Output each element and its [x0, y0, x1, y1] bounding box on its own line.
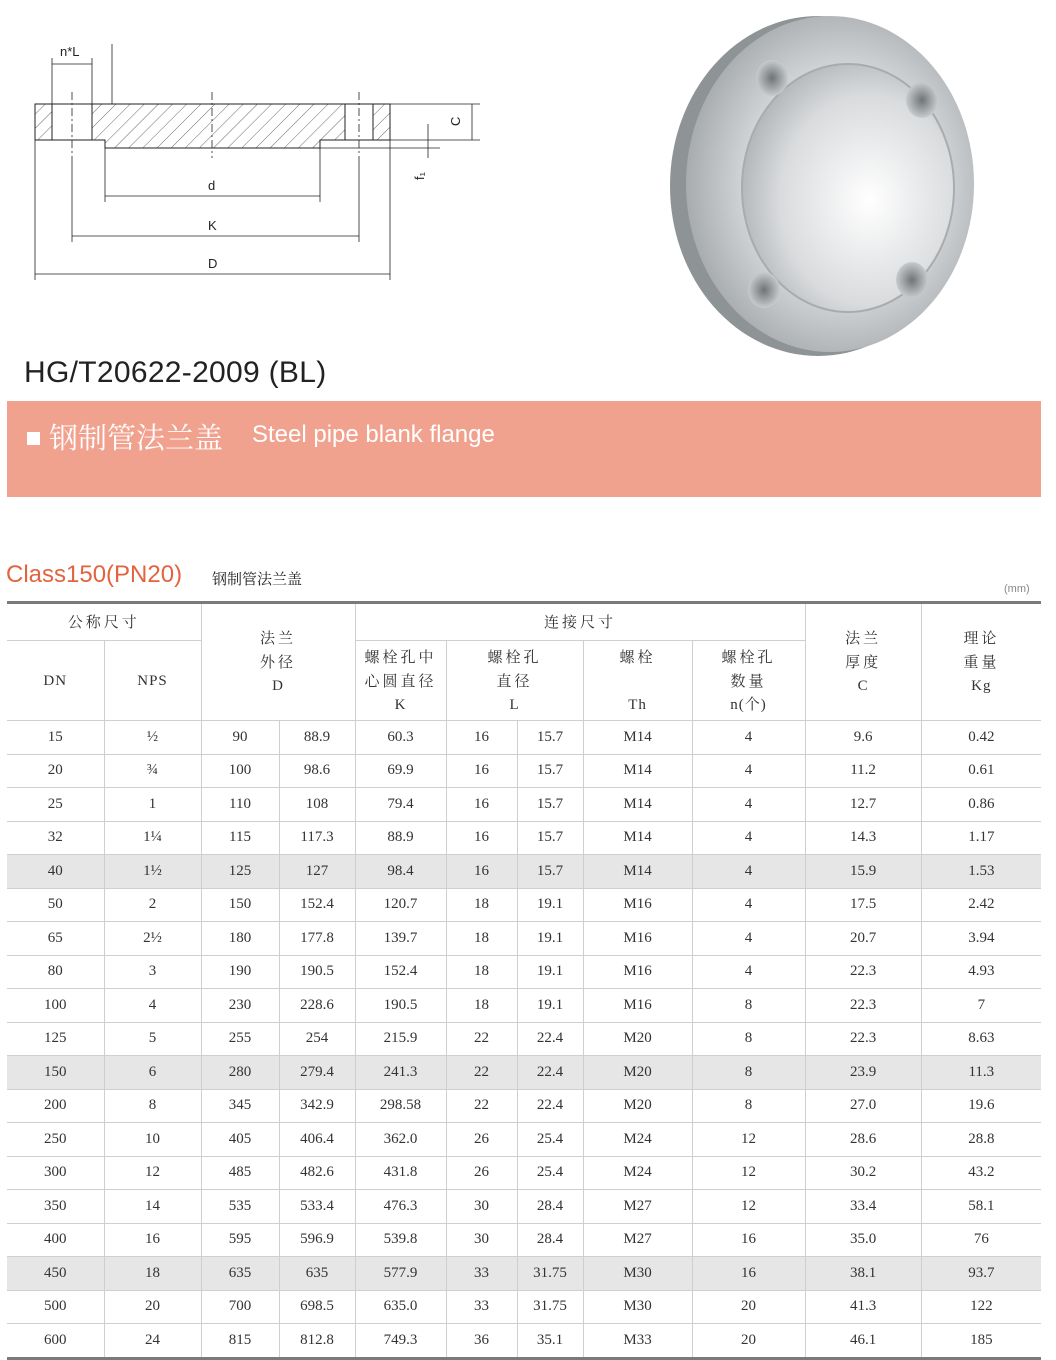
header-thickness: 法兰 厚度 C: [805, 603, 921, 721]
cell-dn: 15: [7, 721, 104, 755]
standard-title: HG/T20622-2009 (BL): [24, 356, 327, 389]
cell-dn: 100: [7, 989, 104, 1023]
cell-k: 139.7: [355, 922, 446, 956]
cell-l1: 22: [446, 1056, 517, 1090]
flange-cross-section-diagram: [20, 30, 490, 300]
cell-nps: 1: [104, 788, 201, 822]
cell-c: 22.3: [805, 989, 921, 1023]
cell-l2: 25.4: [517, 1123, 583, 1157]
header-nominal-size: 公称尺寸: [7, 603, 201, 641]
cell-d1: 90: [201, 721, 279, 755]
cell-dn: 250: [7, 1123, 104, 1157]
cell-d1: 485: [201, 1156, 279, 1190]
cell-th: M16: [583, 922, 692, 956]
header-connection: 连接尺寸: [355, 603, 805, 641]
cell-c: 20.7: [805, 922, 921, 956]
cell-k: 120.7: [355, 888, 446, 922]
cell-l2: 28.4: [517, 1223, 583, 1257]
cell-k: 431.8: [355, 1156, 446, 1190]
cell-k: 635.0: [355, 1290, 446, 1324]
dim-label-nL: n*L: [60, 44, 80, 59]
cell-kg: 19.6: [921, 1089, 1041, 1123]
cell-l2: 31.75: [517, 1257, 583, 1291]
cell-l2: 15.7: [517, 754, 583, 788]
cell-k: 749.3: [355, 1324, 446, 1359]
table-row: [7, 1123, 1041, 1157]
cell-dn: 20: [7, 754, 104, 788]
header-bolt-circle: 螺栓孔中 心圆直径 K: [355, 641, 446, 721]
cell-k: 298.58: [355, 1089, 446, 1123]
cell-k: 539.8: [355, 1223, 446, 1257]
cell-nps: 16: [104, 1223, 201, 1257]
cell-th: M30: [583, 1290, 692, 1324]
product-banner: [7, 401, 1041, 497]
table-row: [7, 788, 1041, 822]
header-nps: NPS: [104, 641, 201, 721]
cell-n: 12: [692, 1123, 805, 1157]
cell-d1: 230: [201, 989, 279, 1023]
cell-k: 98.4: [355, 855, 446, 889]
cell-l2: 15.7: [517, 721, 583, 755]
cell-c: 17.5: [805, 888, 921, 922]
cell-th: M14: [583, 821, 692, 855]
cell-dn: 150: [7, 1056, 104, 1090]
cell-d1: 115: [201, 821, 279, 855]
cell-d1: 180: [201, 922, 279, 956]
header-bolt-count: 螺栓孔 数量 n(个): [692, 641, 805, 721]
cell-kg: 1.53: [921, 855, 1041, 889]
cell-th: M14: [583, 855, 692, 889]
cell-c: 22.3: [805, 1022, 921, 1056]
cell-l2: 25.4: [517, 1156, 583, 1190]
cell-d1: 405: [201, 1123, 279, 1157]
cell-l1: 16: [446, 855, 517, 889]
cell-c: 23.9: [805, 1056, 921, 1090]
cell-c: 9.6: [805, 721, 921, 755]
cell-d1: 280: [201, 1056, 279, 1090]
cell-nps: 20: [104, 1290, 201, 1324]
cell-d1: 535: [201, 1190, 279, 1224]
cell-n: 12: [692, 1190, 805, 1224]
cell-d1: 100: [201, 754, 279, 788]
unit-label: (mm): [1004, 583, 1030, 595]
cell-kg: 43.2: [921, 1156, 1041, 1190]
cell-th: M24: [583, 1156, 692, 1190]
cell-n: 16: [692, 1257, 805, 1291]
cell-kg: 11.3: [921, 1056, 1041, 1090]
cell-l2: 31.75: [517, 1290, 583, 1324]
cell-d2: 152.4: [279, 888, 355, 922]
cell-nps: 3: [104, 955, 201, 989]
dimension-table: [7, 601, 1041, 1360]
cell-nps: 18: [104, 1257, 201, 1291]
cell-dn: 50: [7, 888, 104, 922]
table-row: [7, 1156, 1041, 1190]
cell-c: 38.1: [805, 1257, 921, 1291]
table-row: [7, 1257, 1041, 1291]
cell-l1: 18: [446, 888, 517, 922]
cell-d2: 108: [279, 788, 355, 822]
cell-d2: 482.6: [279, 1156, 355, 1190]
cell-d2: 406.4: [279, 1123, 355, 1157]
cell-k: 79.4: [355, 788, 446, 822]
cell-k: 215.9: [355, 1022, 446, 1056]
cell-l1: 18: [446, 922, 517, 956]
table-row: [7, 1223, 1041, 1257]
cell-d1: 345: [201, 1089, 279, 1123]
table-row: [7, 721, 1041, 755]
cell-nps: 1¼: [104, 821, 201, 855]
cell-d1: 815: [201, 1324, 279, 1359]
cell-c: 41.3: [805, 1290, 921, 1324]
cell-l2: 28.4: [517, 1190, 583, 1224]
cell-dn: 40: [7, 855, 104, 889]
cell-nps: 2: [104, 888, 201, 922]
cell-l2: 22.4: [517, 1089, 583, 1123]
cell-nps: 12: [104, 1156, 201, 1190]
cell-l1: 16: [446, 754, 517, 788]
cell-k: 69.9: [355, 754, 446, 788]
table-row: [7, 1022, 1041, 1056]
cell-nps: 6: [104, 1056, 201, 1090]
cell-k: 60.3: [355, 721, 446, 755]
cell-l1: 16: [446, 788, 517, 822]
table-row: [7, 888, 1041, 922]
cell-n: 4: [692, 922, 805, 956]
cell-k: 152.4: [355, 955, 446, 989]
cell-nps: 10: [104, 1123, 201, 1157]
cell-d1: 125: [201, 855, 279, 889]
cell-kg: 3.94: [921, 922, 1041, 956]
bullet-square-icon: [27, 432, 40, 445]
cell-l2: 19.1: [517, 989, 583, 1023]
cell-d2: 190.5: [279, 955, 355, 989]
cell-c: 33.4: [805, 1190, 921, 1224]
cell-dn: 32: [7, 821, 104, 855]
dim-label-f1: f₁: [412, 172, 427, 180]
cell-dn: 125: [7, 1022, 104, 1056]
cell-th: M24: [583, 1123, 692, 1157]
cell-nps: 24: [104, 1324, 201, 1359]
cell-l1: 36: [446, 1324, 517, 1359]
cell-dn: 500: [7, 1290, 104, 1324]
cell-th: M30: [583, 1257, 692, 1291]
cell-n: 16: [692, 1223, 805, 1257]
cell-l2: 15.7: [517, 855, 583, 889]
cell-dn: 65: [7, 922, 104, 956]
table-row: [7, 1089, 1041, 1123]
cell-l2: 22.4: [517, 1056, 583, 1090]
cell-c: 12.7: [805, 788, 921, 822]
table-row: [7, 855, 1041, 889]
cell-l2: 15.7: [517, 788, 583, 822]
cell-d1: 635: [201, 1257, 279, 1291]
cell-d2: 228.6: [279, 989, 355, 1023]
cell-d2: 698.5: [279, 1290, 355, 1324]
cell-dn: 450: [7, 1257, 104, 1291]
dim-label-K: K: [208, 218, 217, 233]
cell-kg: 76: [921, 1223, 1041, 1257]
cell-nps: ½: [104, 721, 201, 755]
cell-kg: 58.1: [921, 1190, 1041, 1224]
cell-th: M27: [583, 1223, 692, 1257]
cell-th: M16: [583, 989, 692, 1023]
cell-d2: 127: [279, 855, 355, 889]
cell-kg: 93.7: [921, 1257, 1041, 1291]
header-bolt-hole: 螺栓孔 直径 L: [446, 641, 583, 721]
cell-kg: 28.8: [921, 1123, 1041, 1157]
cell-nps: 4: [104, 989, 201, 1023]
cell-c: 14.3: [805, 821, 921, 855]
cell-kg: 0.61: [921, 754, 1041, 788]
cell-th: M20: [583, 1056, 692, 1090]
cell-n: 8: [692, 1089, 805, 1123]
table-row: [7, 754, 1041, 788]
class-title: Class150(PN20): [6, 561, 183, 588]
table-row: [7, 1290, 1041, 1324]
cell-nps: 8: [104, 1089, 201, 1123]
cell-d2: 342.9: [279, 1089, 355, 1123]
cell-th: M14: [583, 788, 692, 822]
table-row: [7, 989, 1041, 1023]
cell-d1: 190: [201, 955, 279, 989]
cell-c: 46.1: [805, 1324, 921, 1359]
cell-c: 35.0: [805, 1223, 921, 1257]
cell-l1: 18: [446, 989, 517, 1023]
cell-d2: 88.9: [279, 721, 355, 755]
cell-d2: 596.9: [279, 1223, 355, 1257]
cell-dn: 300: [7, 1156, 104, 1190]
cell-d2: 812.8: [279, 1324, 355, 1359]
cell-dn: 400: [7, 1223, 104, 1257]
class-subtitle: 钢制管法兰盖: [212, 570, 303, 588]
table-row: [7, 1056, 1041, 1090]
table-row: [7, 955, 1041, 989]
cell-l1: 22: [446, 1022, 517, 1056]
table-row: [7, 1324, 1041, 1359]
cell-n: 20: [692, 1324, 805, 1359]
cell-n: 8: [692, 989, 805, 1023]
blank-flange-photo: [668, 8, 988, 368]
cell-k: 362.0: [355, 1123, 446, 1157]
cell-dn: 200: [7, 1089, 104, 1123]
dim-label-d: d: [208, 178, 216, 193]
cell-th: M14: [583, 754, 692, 788]
cell-l2: 22.4: [517, 1022, 583, 1056]
cell-d2: 117.3: [279, 821, 355, 855]
cell-dn: 600: [7, 1324, 104, 1359]
cell-d1: 110: [201, 788, 279, 822]
cell-n: 4: [692, 855, 805, 889]
cell-kg: 0.42: [921, 721, 1041, 755]
header-bolt: 螺栓 Th: [583, 641, 692, 721]
cell-d2: 635: [279, 1257, 355, 1291]
cell-kg: 4.93: [921, 955, 1041, 989]
cell-kg: 122: [921, 1290, 1041, 1324]
dim-label-C: C: [448, 116, 463, 126]
cell-k: 476.3: [355, 1190, 446, 1224]
cell-c: 27.0: [805, 1089, 921, 1123]
cell-k: 241.3: [355, 1056, 446, 1090]
cell-d1: 150: [201, 888, 279, 922]
cell-kg: 8.63: [921, 1022, 1041, 1056]
cell-kg: 1.17: [921, 821, 1041, 855]
cell-d2: 177.8: [279, 922, 355, 956]
cell-k: 190.5: [355, 989, 446, 1023]
cell-l1: 16: [446, 721, 517, 755]
cell-th: M16: [583, 955, 692, 989]
cell-c: 28.6: [805, 1123, 921, 1157]
cell-c: 11.2: [805, 754, 921, 788]
cell-c: 30.2: [805, 1156, 921, 1190]
cell-k: 88.9: [355, 821, 446, 855]
cell-l1: 33: [446, 1290, 517, 1324]
cell-d1: 700: [201, 1290, 279, 1324]
cell-l2: 35.1: [517, 1324, 583, 1359]
cell-d2: 254: [279, 1022, 355, 1056]
cell-dn: 80: [7, 955, 104, 989]
cell-l2: 19.1: [517, 922, 583, 956]
cell-dn: 25: [7, 788, 104, 822]
cell-l1: 16: [446, 821, 517, 855]
cell-kg: 7: [921, 989, 1041, 1023]
cell-d2: 98.6: [279, 754, 355, 788]
cell-dn: 350: [7, 1190, 104, 1224]
cell-nps: 1½: [104, 855, 201, 889]
cell-d2: 279.4: [279, 1056, 355, 1090]
cell-th: M20: [583, 1089, 692, 1123]
cell-kg: 2.42: [921, 888, 1041, 922]
banner-title-en: Steel pipe blank flange: [252, 421, 495, 448]
cell-n: 4: [692, 788, 805, 822]
header-flange-od: 法兰 外径 D: [201, 603, 355, 721]
cell-n: 20: [692, 1290, 805, 1324]
cell-nps: ¾: [104, 754, 201, 788]
cell-l1: 30: [446, 1190, 517, 1224]
cell-n: 12: [692, 1156, 805, 1190]
cell-l1: 33: [446, 1257, 517, 1291]
cell-l2: 19.1: [517, 955, 583, 989]
cell-n: 4: [692, 955, 805, 989]
cell-kg: 185: [921, 1324, 1041, 1359]
cell-l1: 22: [446, 1089, 517, 1123]
cell-n: 8: [692, 1056, 805, 1090]
cell-th: M14: [583, 721, 692, 755]
cell-d2: 533.4: [279, 1190, 355, 1224]
header-dn: DN: [7, 641, 104, 721]
table-row: [7, 922, 1041, 956]
cell-d1: 255: [201, 1022, 279, 1056]
header-weight: 理论 重量 Kg: [921, 603, 1041, 721]
cell-n: 4: [692, 754, 805, 788]
cell-l1: 18: [446, 955, 517, 989]
cell-nps: 2½: [104, 922, 201, 956]
cell-n: 8: [692, 1022, 805, 1056]
cell-l2: 15.7: [517, 821, 583, 855]
cell-th: M20: [583, 1022, 692, 1056]
cell-n: 4: [692, 721, 805, 755]
cell-d1: 595: [201, 1223, 279, 1257]
cell-nps: 5: [104, 1022, 201, 1056]
cell-n: 4: [692, 888, 805, 922]
cell-kg: 0.86: [921, 788, 1041, 822]
banner-title-cn: 钢制管法兰盖: [49, 421, 224, 455]
table-row: [7, 821, 1041, 855]
cell-k: 577.9: [355, 1257, 446, 1291]
cell-c: 22.3: [805, 955, 921, 989]
cell-th: M27: [583, 1190, 692, 1224]
cell-th: M33: [583, 1324, 692, 1359]
cell-c: 15.9: [805, 855, 921, 889]
cell-th: M16: [583, 888, 692, 922]
dim-label-D: D: [208, 256, 218, 271]
cell-l1: 30: [446, 1223, 517, 1257]
cell-l1: 26: [446, 1156, 517, 1190]
cell-l1: 26: [446, 1123, 517, 1157]
table-row: [7, 1190, 1041, 1224]
cell-nps: 14: [104, 1190, 201, 1224]
cell-n: 4: [692, 821, 805, 855]
cell-l2: 19.1: [517, 888, 583, 922]
